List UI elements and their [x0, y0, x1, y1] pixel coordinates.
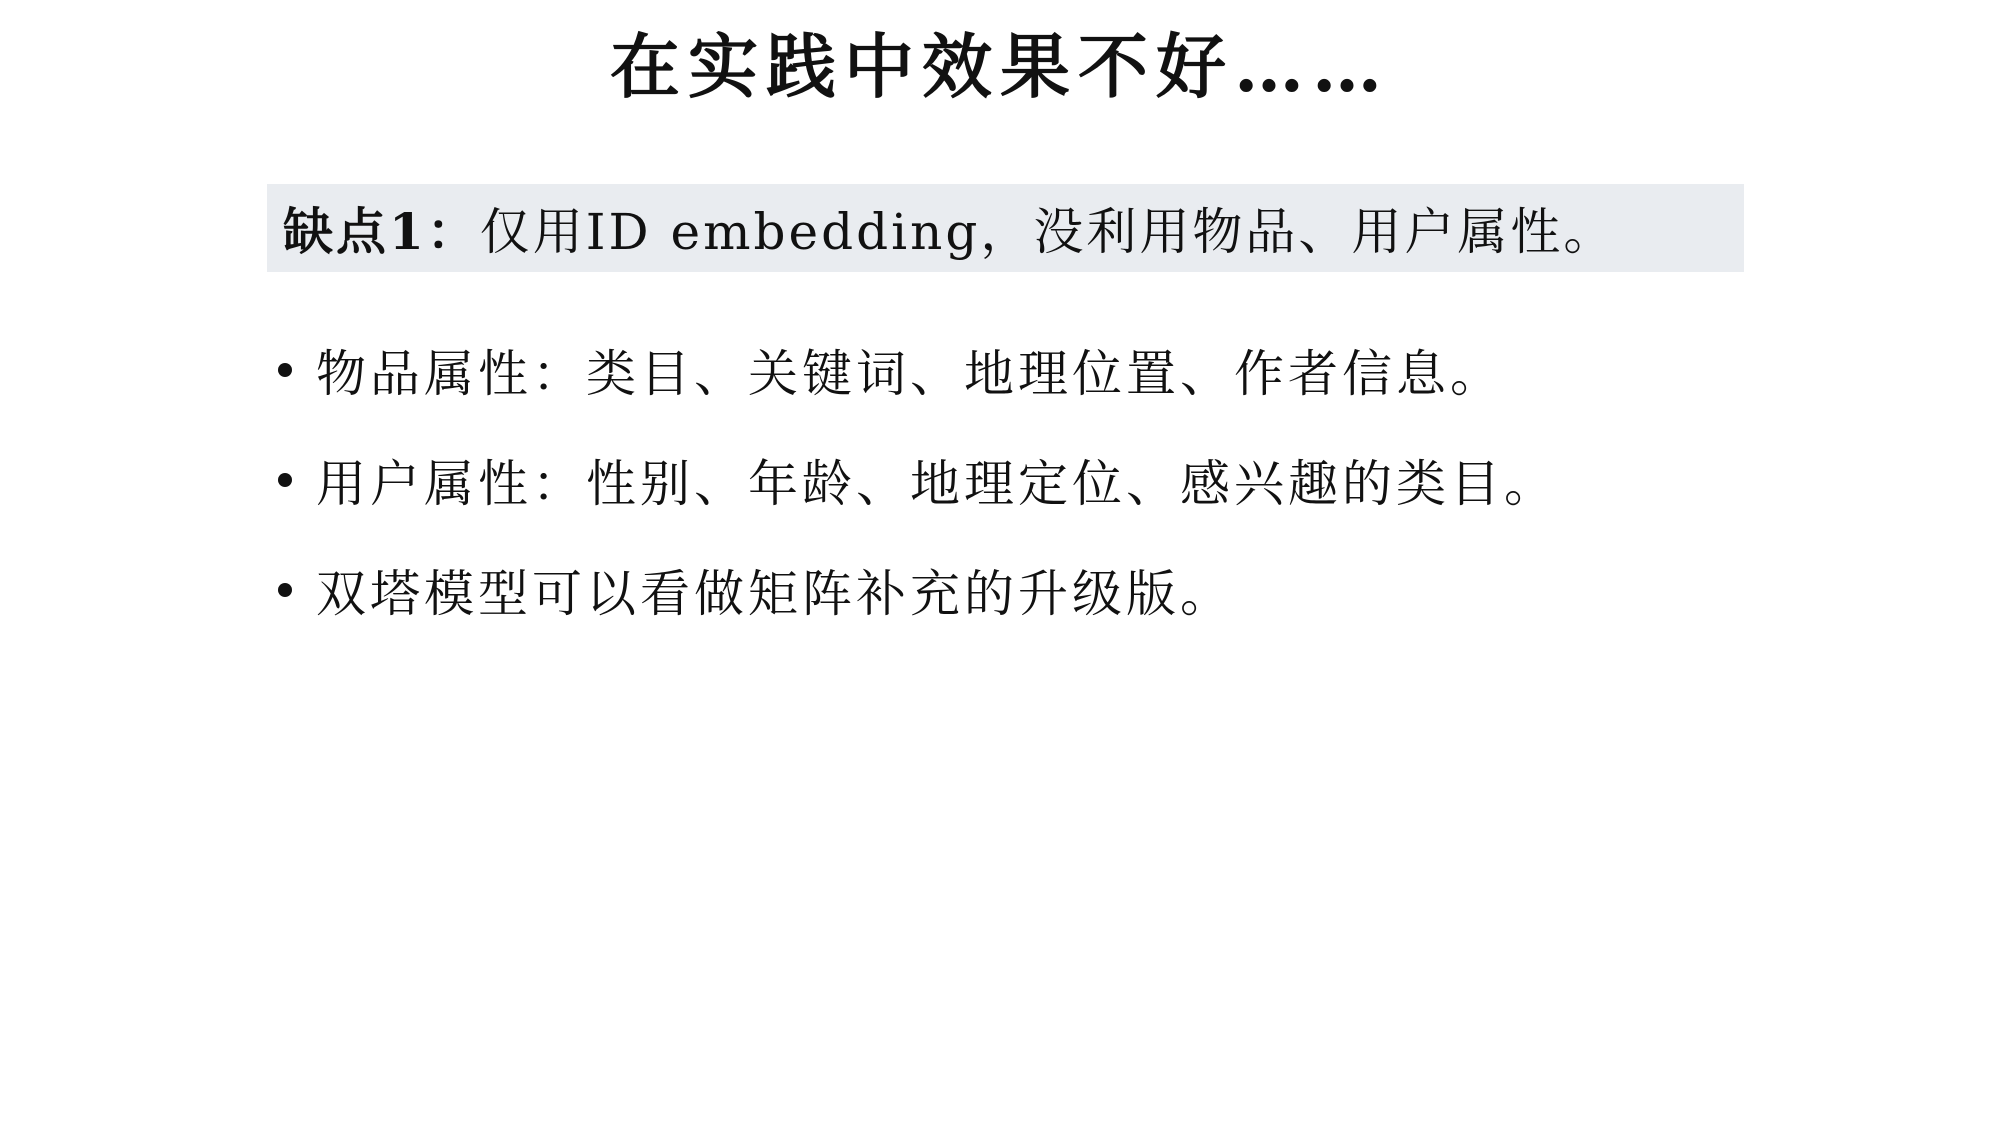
bullet-text: 物品属性：类目、关键词、地理位置、作者信息。: [316, 345, 1504, 403]
bullet-icon: [278, 473, 292, 487]
bullet-list: [278, 315, 1558, 645]
bullet-text: 用户属性：性别、年龄、地理定位、感兴趣的类目。: [316, 455, 1558, 513]
bullet-icon: [278, 583, 292, 597]
bullet-icon: [278, 363, 292, 377]
drawback-highlight-box: [267, 184, 1744, 272]
drawback-text: 仅用ID embedding，没利用物品、用户属性。: [479, 203, 1617, 261]
bullet-item-user-attributes: [278, 425, 1558, 535]
bullet-text: 双塔模型可以看做矩阵补充的升级版。: [316, 565, 1234, 623]
slide-title: 在实践中效果不好……: [610, 25, 1390, 108]
bullet-item-two-tower-model: [278, 535, 1558, 645]
drawback-label: 缺点1：: [283, 202, 480, 261]
bullet-item-item-attributes: [278, 315, 1558, 425]
